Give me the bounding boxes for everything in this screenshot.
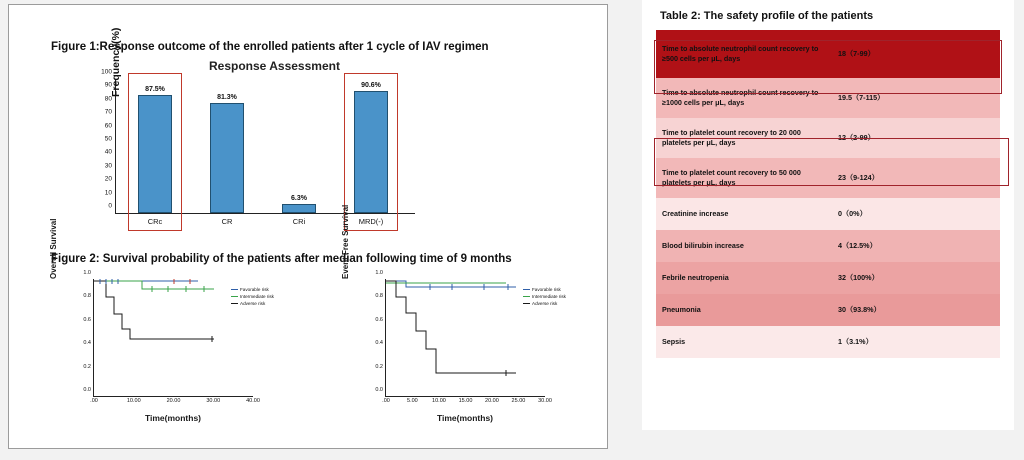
table-row: [656, 294, 1000, 326]
y-axis-label: Frequency(%): [110, 27, 122, 97]
km-y-tick: 0.6: [375, 316, 383, 323]
row-value: 19.5（7-115）: [832, 78, 1000, 118]
row-label: Time to platelet count recovery to 50 000 platelets per μL, days: [656, 158, 832, 198]
bar-value-label: 90.6%: [361, 82, 381, 89]
y-tick: 60: [104, 122, 112, 130]
km-y-tick: 0.0: [375, 387, 383, 393]
y-tick: 100: [101, 68, 112, 76]
table-row: [656, 78, 1000, 118]
legend-item-adverse: Adverse risk: [231, 301, 305, 308]
chart-title: Response Assessment: [209, 59, 340, 73]
km-y-tick: 1.0: [83, 270, 91, 276]
y-tick: 70: [104, 108, 112, 116]
highlight-box-crc: [128, 73, 182, 231]
row-value: 23（9-124）: [832, 158, 1000, 198]
row-label: Febrile neutropenia: [656, 262, 832, 294]
table-row: [656, 230, 1000, 262]
row-label: Pneumonia: [656, 294, 832, 326]
row-value: 0（0%）: [832, 198, 1000, 230]
row-value: 32（100%）: [832, 262, 1000, 294]
km-curves: [94, 279, 254, 397]
km-y-axis-label: Overall Survival: [49, 218, 58, 279]
bar-value-label: 6.3%: [291, 195, 307, 202]
y-tick: 50: [104, 135, 112, 143]
x-tick: CRc: [147, 217, 163, 226]
km-y-tick: 0.8: [83, 293, 91, 300]
figure2-title: Figure 2: Survival probability of the patients after median following time of 9 months: [51, 253, 512, 265]
km-x-tick: 15.00: [458, 398, 473, 404]
table-row: [656, 262, 1000, 294]
row-value: 30（93.8%）: [832, 294, 1000, 326]
x-tick: MRD(-): [358, 217, 384, 226]
km-x-tick: 20.00: [485, 398, 499, 404]
table-row: [656, 198, 1000, 230]
km-y-tick: 1.0: [375, 270, 383, 276]
km-x-tick: .00: [90, 398, 98, 404]
figures-panel: [8, 4, 608, 449]
km-y-tick: 0.2: [375, 363, 383, 370]
legend-item-favorable: Favorable risk: [523, 287, 597, 294]
km-y-tick: 0.0: [83, 387, 91, 393]
km-x-tick: 25.00: [511, 398, 526, 404]
km-y-tick: 0.8: [375, 293, 383, 300]
km-x-tick: 20.00: [166, 398, 181, 404]
bar-value-label: 81.3%: [217, 94, 237, 101]
km-y-axis-label: Event Free Survival: [341, 204, 350, 279]
km-legend: [523, 287, 597, 308]
km-x-tick: 30.00: [206, 398, 221, 404]
km-y-tick: 0.6: [83, 316, 91, 323]
km-x-axis-label: Time(months): [144, 413, 202, 423]
y-tick: 10: [104, 189, 112, 197]
legend-item-intermediate: Intermediate risk: [523, 294, 597, 301]
row-value: 12（2-99）: [832, 118, 1000, 158]
bar-rect: [210, 103, 244, 213]
bar-rect: [282, 204, 316, 213]
figure1-title: Figure 1:Response outcome of the enrolled patients after 1 cycle of IAV regimen: [51, 41, 489, 53]
km-x-tick: 5.00: [407, 398, 418, 404]
km-x-tick: 10.00: [432, 398, 446, 404]
row-label: Time to absolute neutrophil count recovery to ≥1000 cells per μL, days: [656, 78, 832, 118]
km-x-tick: 10.00: [126, 398, 141, 404]
km-x-axis-label: Time(months): [436, 413, 494, 423]
km-y-tick: 0.4: [83, 340, 91, 347]
km-x-tick: .00: [382, 398, 390, 404]
bar-value-label: 87.5%: [145, 86, 165, 93]
safety-profile-table: [656, 30, 1000, 358]
km-x-tick: 40.00: [246, 398, 260, 404]
y-tick: 90: [104, 81, 112, 89]
y-tick: 0: [108, 202, 112, 210]
km-x-tick: 30.00: [538, 398, 552, 404]
safety-table-panel: [642, 0, 1014, 430]
km-y-tick: 0.2: [83, 363, 91, 370]
y-tick: 20: [104, 175, 112, 183]
row-value: 4（12.5%）: [832, 230, 1000, 262]
table-row: [656, 118, 1000, 158]
y-tick: 40: [104, 148, 112, 156]
x-tick: CRi: [292, 217, 306, 226]
x-tick: CR: [221, 217, 233, 226]
highlight-box-mrd: [344, 73, 398, 231]
table-row: [656, 158, 1000, 198]
row-label: Creatinine increase: [656, 198, 832, 230]
y-tick: 80: [104, 95, 112, 103]
row-label: Time to absolute neutrophil count recovery to ≥500 cells per μL, days: [656, 30, 832, 78]
table-title: Table 2: The safety profile of the patients: [660, 10, 874, 22]
legend-item-intermediate: Intermediate risk: [231, 294, 305, 301]
km-curves: [386, 279, 546, 397]
row-label: Blood bilirubin increase: [656, 230, 832, 262]
y-tick: 30: [104, 162, 112, 170]
legend-item-adverse: Adverse risk: [523, 301, 597, 308]
table-row: [656, 326, 1000, 358]
row-value: 1（3.1%）: [832, 326, 1000, 358]
table-row: [656, 30, 1000, 78]
legend-item-favorable: Favorable risk: [231, 287, 305, 294]
row-label: Time to platelet count recovery to 20 000 platelets per μL, days: [656, 118, 832, 158]
row-label: Sepsis: [656, 326, 832, 358]
row-value: 18（7-99）: [832, 30, 1000, 78]
km-legend: [231, 287, 305, 308]
km-y-tick: 0.4: [375, 340, 383, 347]
